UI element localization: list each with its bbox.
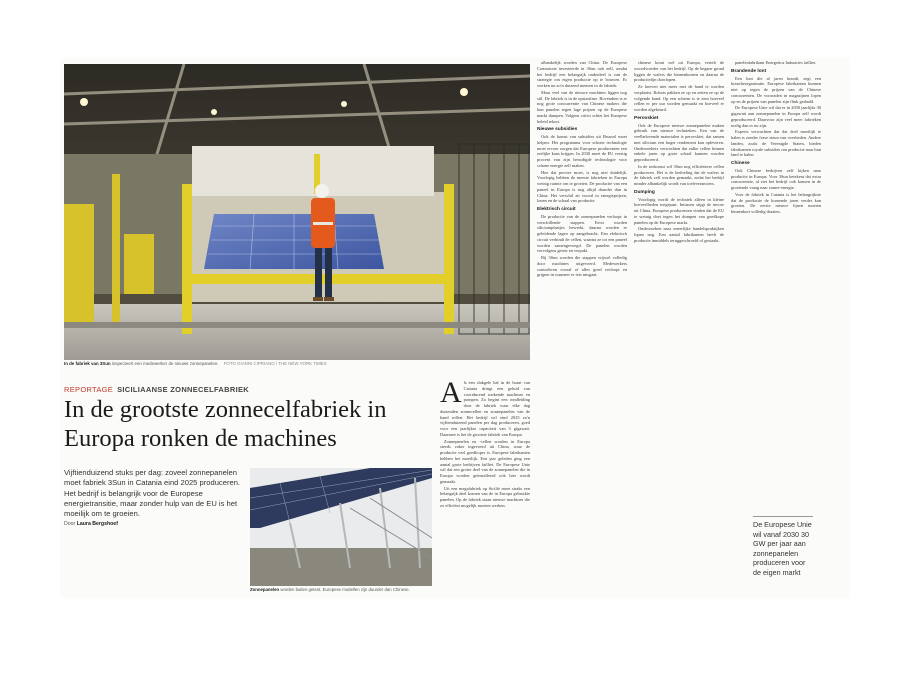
body-paragraph: Als een slakgele hal in de buurt van Catania dringt een geluid van voortdurend ronkende machines en pompen. Zo begint een rondleiding door de fabriek waar elke dag duizenden zonnecellen en zonnepanelen van de band rollen. Het bedrijf wil eind 2025 zo'n vijftienduizend panelen per dag produceren, goed voor een jaarlijkse capaciteit van 3 gigawatt. Daarmee is het de grootste fabriek van Europa. xyxy=(440,380,530,437)
body-paragraph: Bij 3Sun worden die stappen vrijwel volledig door machines uitgevoerd. Medewerkers controleren vooral of alles goed verloopt en grijpen in wanneer er iets misgaat. xyxy=(537,255,627,278)
kicker-label: REPORTAGE xyxy=(64,385,114,394)
lead-paragraph: Vijftienduizend stuks per dag: zoveel zonnepanelen moet fabriek 3Sun in Catania eind 2025 produceren. Het bedrijf is belangrijk voor de Europese energietransitie, maar zonder hulp van de EU is het moeilijk om te groeien. xyxy=(64,468,241,519)
kicker-sublabel: SICILIAANSE ZONNECELFABRIEK xyxy=(117,385,249,394)
subheading: Perovskiet xyxy=(634,115,659,121)
byline-prefix: Door xyxy=(64,521,76,527)
byline xyxy=(64,521,118,527)
body-paragraph: Onderzoeken naar oneerlijke handelspraktijken lopen nog. Een aantal fabrikanten heeft de productie inmiddels teruggeschroefd of gestaakt. xyxy=(634,226,724,243)
hero-caption xyxy=(64,361,530,366)
subheading: Chinese xyxy=(731,161,750,166)
body-paragraph: Experts verwachten dat dat doel moeilijk te halen is zonder forse steun van overheden. Andere landen, zoals de Verenigde Staten, bieden fabrikanten royale subsidies om productie naar hun land te halen. xyxy=(731,129,821,158)
body-paragraph: Voor de fabriek in Catania is het belangrijkste dat de productie de komende jaren verder kan groeien. De eerste nieuwe lijnen moeten binnenkort volledig draaien. xyxy=(731,191,821,214)
body-column-4 xyxy=(731,60,821,510)
body-paragraph: Hoe dat precies moet, is nog niet duidelijk. Voorlopig hebben de meeste fabrieken in Europa weinig ruimte om te groeien. De productie van een paneel in Europa is nog altijd duurder dan in China. Het verschil zit vooral in energieprijzen, lonen en de schaal van productie. xyxy=(537,169,627,204)
subheading: Dumping xyxy=(634,189,655,195)
subheading: Elektrisch circuit xyxy=(537,207,576,212)
body-paragraph: Een lont die al jaren brandt, zegt een brancheorganisatie. Europese fabrikanten kunnen niet op tegen de prijzen van de Chinese concurrenten. De voorraden in magazijnen lopen op en de prijzen van panelen zijn flink gedaald. xyxy=(731,75,821,104)
body-paragraph: Voorlopig wordt de techniek alleen in kleine hoeveelheden toegepast. Intussen stijgt de invoer uit China. Europese producenten vinden dat de EU te weinig doet tegen het dumpen van goedkope panelen op de Europese markt. xyxy=(634,196,724,225)
body-paragraph: Maar veel van de nieuwe machines liggen nog stil. De fabriek is in de opstartfase. Bovendien is er nog grote concurrentie van Chinese makers die hun panelen tegen lage prijzen op de Europese markt dumpen. Volgens critici schiet het Europese beleid tekort. xyxy=(537,89,627,124)
body-paragraph: Ook de komst van subsidies uit Brussel moet helpen. Het programma voor schone technologie moet ervoor zorgen dat Europese producenten een eerlijke kans krijgen. In 2030 moet de EU veertig procent van zijn benodigde technologie voor schone energie zelf maken. xyxy=(537,134,627,168)
body-paragraph: Zonnepanelen en -cellen worden in Europa steeds vaker ingevoerd uit China, waar de productie veel goedkoper is. Europese fabrikanten hebben het moeilijk. Een jaar geleden ging een aantal grote bedrijven failliet. De Europese Unie wil dat een groter deel van de zonnepanelen die in Europa worden geïnstalleerd ook hier wordt gemaakt. xyxy=(440,438,530,484)
hero-caption-bold: In de fabriek van 3Sun xyxy=(64,361,111,366)
outdoor-caption-bold: Zonnepanelen xyxy=(250,587,280,592)
body-paragraph: Uit een megafabriek op Sicilië moet straks een belangrijk deel komen van de in Europa gebruikte panelen. Op de fabriek staan nieuwe machines die zo efficiënt mogelijk moeten werken. xyxy=(440,485,530,508)
body-paragraph: afhankelijk worden van China. De Europese Commissie investeerde in 3Sun ook zelf, omdat het bedrijf een belangrijk onderdeel is van de strategie om eigen productie op te bouwen. Er werken nu zo'n duizend mensen in de fabriek. xyxy=(537,60,627,88)
drop-cap: A xyxy=(440,380,462,409)
subheading: Nieuwe subsidies xyxy=(537,127,578,133)
photo-credit: FOTO GIANNI CIPRIANO / THE NEW YORK TIMES xyxy=(223,361,327,366)
outdoor-panels-photo xyxy=(250,468,432,586)
factory-photo xyxy=(64,64,530,360)
outdoor-caption-text: worden buiten getest. Europese modellen zijn duurder dan Chinese. xyxy=(280,587,410,592)
body-column-1 xyxy=(440,380,530,592)
body-paragraph: panelenfabrikant Energetica Industries failliet. xyxy=(735,60,817,65)
body-paragraph: De productie van de zonnepanelen verloopt in verschillende stappen. Eerst worden siliciumplaatjes bewerkt, daarna worden er geleidende lagen op aangebracht. Een elektrisch circuit verbindt de cellen, waarna ze tot een paneel worden samengevoegd. De panelen worden vervolgens getest en verpakt. xyxy=(537,213,627,254)
outdoor-photo-caption xyxy=(250,587,440,592)
body-paragraph: In de toekomst wil 3Sun nog efficiëntere cellen produceren. Het is de bedoeling dat de wafers in de fabriek zelf worden gemaakt, zodat het bedrijf minder afhankelijk wordt van toeleveranciers. xyxy=(634,163,724,186)
body-column-2 xyxy=(537,60,627,592)
body-paragraph: chinese komt wel uit Europa, vertelt de woordvoerder van het bedrijf. Op de begane grond liggen de wafers die binnenkomen en daarna de productielijn doorlopen. xyxy=(634,60,724,83)
subheading: Brandende lont xyxy=(731,68,767,74)
section-kicker xyxy=(64,385,249,394)
body-paragraph: Ze hoeven niet meer met de hand te worden verplaatst. Robots pakken ze op en zetten ze op de volgende band. Op een scherm is te zien hoeveel cellen er per uur worden gemaakt en hoeveel er worden afgekeurd. xyxy=(634,84,724,112)
hero-caption-text: inspecteert een medewerker de nieuwe zonnepanelen. xyxy=(111,361,219,366)
headline: In de grootste zonnecelfabriek in Europa ronken de machines xyxy=(64,396,387,452)
body-paragraph: De Europese Unie wil dat er in 2030 jaarlijks 30 gigawatt aan zonnepanelen in Europa zelf wordt geproduceerd. Daarvoor zijn veel meer fabrieken nodig dan er nu zijn. xyxy=(731,105,821,128)
pull-quote: De Europese Unie wil vanaf 2030 30 GW per jaar aan zonnepanelen produceren voor de eigen markt xyxy=(753,516,813,578)
body-paragraph: Ook de Europese nieuwe zonnepanelen maken gebruik van nieuwe technieken. Een van de veelbelovende materialen is perovskiet, dat samen met silicium een hoger rendement kan opleveren. Onderzoekers verwachten dat zulke cellen binnen enkele jaren op grote schaal kunnen worden geproduceerd. xyxy=(634,122,724,162)
newspaper-page xyxy=(60,58,850,598)
byline-author: Laura Bergshoef xyxy=(76,521,118,527)
body-paragraph: Ook Chinese bedrijven zelf kijken naar productie in Europa. Voor 3Sun betekent dat extra concurrentie, al ziet het bedrijf ook kansen in de groeiende vraag naar zonne-energie. xyxy=(731,167,821,190)
body-column-3 xyxy=(634,60,724,592)
